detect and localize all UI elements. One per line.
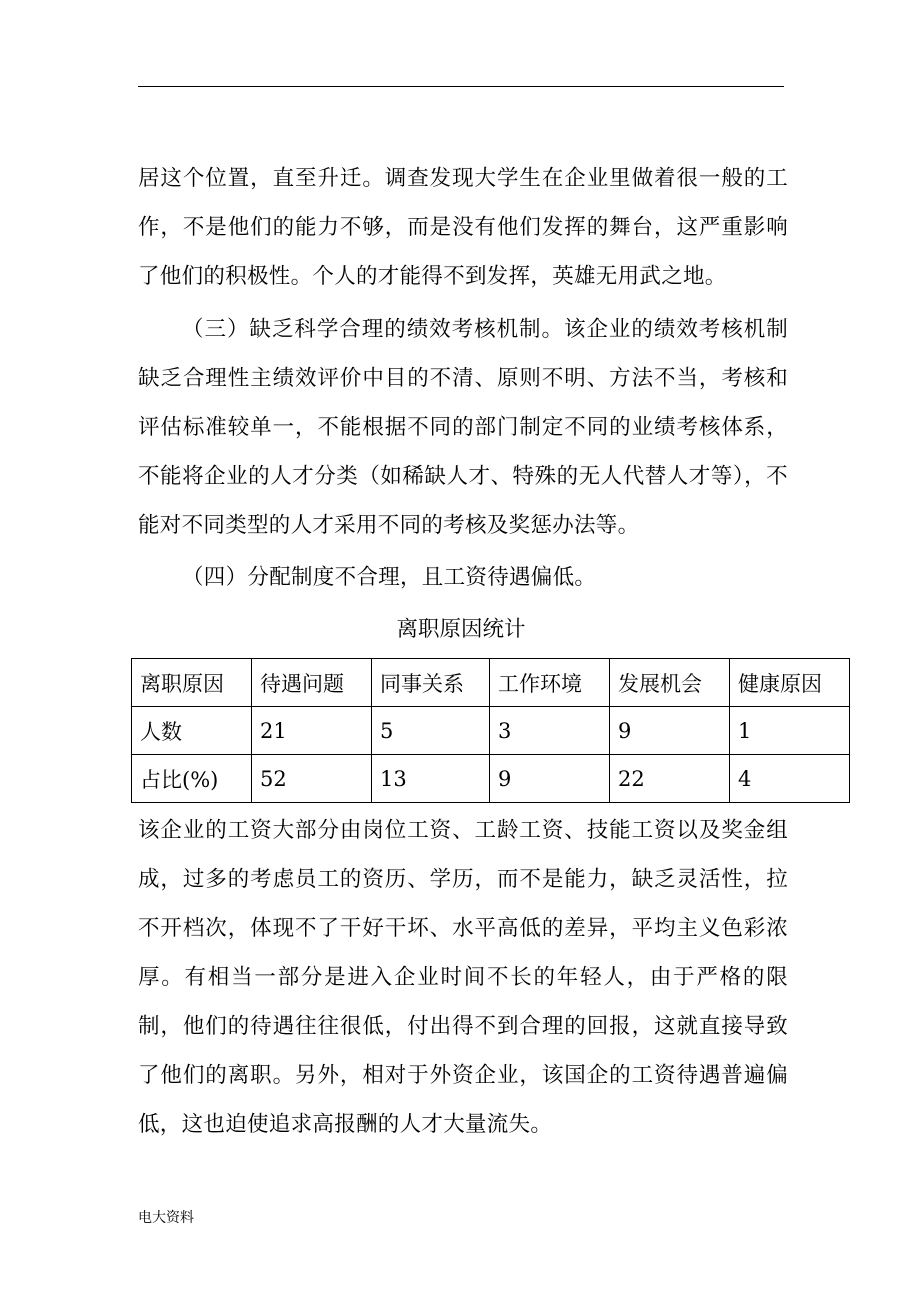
table-cell: 13 <box>372 755 490 803</box>
header-cell: 健康原因 <box>730 659 850 707</box>
resignation-stats-table <box>131 658 850 803</box>
paragraph-wage-analysis: 该企业的工资大部分由岗位工资、工龄工资、技能工资以及奖金组成，过多的考虑员工的资历、学历，而不是能力，缺乏灵活性，拉不开档次，体现不了干好干坏、水平高低的差异，平均主义色彩浓厚。有相当一部分是进入企业时间不长的年轻人，由于严格的限制，他们的待遇往往很低，付出得不到合理的回报，这就直接导致了他们的离职。另外，相对于外资企业，该国企的工资待遇普遍偏低，这也迫使追求高报酬的人才大量流失。 <box>138 818 788 1137</box>
table-row <box>132 707 850 755</box>
table-cell: 3 <box>490 707 610 755</box>
table-row <box>132 755 850 803</box>
table-cell: 22 <box>610 755 730 803</box>
table-cell: 21 <box>252 707 372 755</box>
header-cell: 工作环境 <box>490 659 610 707</box>
table-cell: 9 <box>610 707 730 755</box>
header-cell: 发展机会 <box>610 659 730 707</box>
table-cell: 52 <box>252 755 372 803</box>
footer-label: 电大资料 <box>138 1210 194 1226</box>
table-cell: 9 <box>490 755 610 803</box>
table-cell: 占比(%) <box>132 755 252 803</box>
header-cell: 待遇问题 <box>252 659 372 707</box>
paragraph-section-four: （四）分配制度不合理，且工资待遇偏低。 <box>182 565 597 590</box>
table-cell: 4 <box>730 755 850 803</box>
header-cell: 离职原因 <box>132 659 252 707</box>
paragraph-continuation: 居这个位置，直至升迁。调查发现大学生在企业里做着很一般的工作，不是他们的能力不够，而是没有他们发挥的舞台，这严重影响了他们的积极性。个人的才能得不到发挥，英雄无用武之地。 <box>138 166 788 289</box>
table-title: 离职原因统计 <box>396 617 526 642</box>
paragraph-section-three: （三）缺乏科学合理的绩效考核机制。该企业的绩效考核机制缺乏合理性主绩效评价中目的不清、原则不明、方法不当，考核和评估标准较单一，不能根据不同的部门制定不同的业绩考核体系，不能将企业的人才分类（如稀缺人才、特殊的无人代替人才等），不能对不同类型的人才采用不同的考核及奖惩办法等。 <box>138 317 788 538</box>
header-rule <box>138 86 784 87</box>
table-cell: 5 <box>372 707 490 755</box>
table-cell: 1 <box>730 707 850 755</box>
table-header-row <box>132 659 850 707</box>
table-cell: 人数 <box>132 707 252 755</box>
header-cell: 同事关系 <box>372 659 490 707</box>
